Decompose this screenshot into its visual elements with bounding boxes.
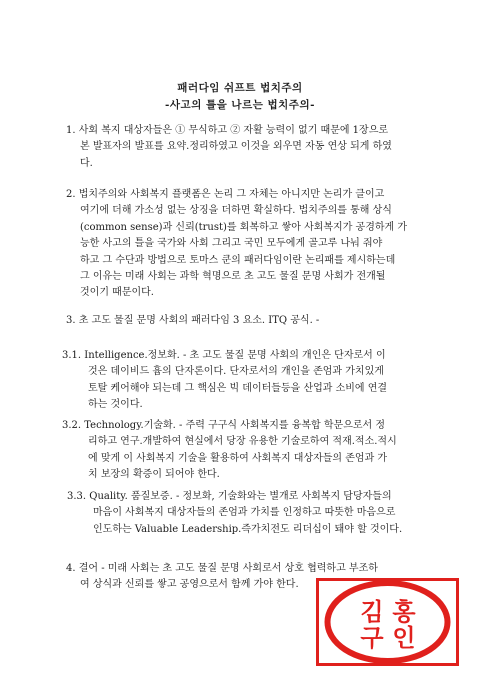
- text-line: 여 상식과 신뢰를 쌓고 공영으로서 함께 가야 한다.: [80, 579, 299, 591]
- text-line: 3.2. Technology.기술화. - 주력 구구식 사회복지를 융복합 학문으로서 정: [62, 420, 386, 431]
- text-line: 것이기 때문이다.: [80, 287, 154, 299]
- seal-char: 구: [360, 624, 384, 652]
- document-subtitle: -사고의 틀을 나르는 법치주의-: [165, 99, 315, 111]
- text-line: 4. 결어 - 미래 사회는 초 고도 물질 문명 사회로서 상호 협력하고 부조하: [66, 563, 378, 574]
- text-line: (common sense)과 신뢰(trust)를 회복하고 쌓아 사회복지가 공경하게 가: [80, 221, 408, 233]
- seal-char: 김: [360, 598, 384, 626]
- seal-char: 인: [392, 624, 416, 652]
- text-line: 여기에 더해 가소성 없는 상징을 더하면 확실하다. 법치주의를 통해 상식: [80, 205, 392, 217]
- text-line: 3.3. Quality. 품질보증. - 정보화, 기술화와는 별개로 사회복지 담당자들의: [67, 491, 392, 502]
- text-line: 그 이유는 미래 사회는 과학 혁명으로 초 고도 물질 문명 사회가 전개될: [80, 271, 386, 283]
- text-line: 치 보장의 확증이 되어야 한다.: [88, 469, 220, 481]
- paragraph-2: [66, 187, 416, 302]
- paragraph-3-2: [62, 418, 418, 484]
- text-line: 능한 사고의 틀을 국가와 사회 그리고 국민 모두에게 골고루 나눠 줘야: [80, 238, 383, 250]
- text-line: 에 맞게 이 사회복지 기술을 활용하여 사회복지 대상자들의 존엄과 가: [88, 452, 388, 464]
- seal-char: 홍: [392, 598, 416, 626]
- text-line: 하고 그 수단과 방법으로 토마스 쿤의 패러다임이란 논리패를 제시하는데: [80, 254, 396, 266]
- text-line: 다.: [80, 157, 93, 169]
- text-line: 1. 사회 복지 대상자들은 ① 무식하고 ② 자활 능력이 없기 때문에 1장으로: [66, 125, 389, 136]
- seal-frame: [318, 580, 458, 665]
- text-line: 3. 초 고도 물질 문명 사회의 패러다임 3 요소. ITQ 공식. -: [66, 315, 320, 326]
- text-line: 토탈 케어해야 되는데 그 핵심은 빅 데이터들등을 산업과 소비에 연결: [88, 382, 388, 394]
- seal-ring: [328, 583, 448, 661]
- text-line: 3.1. Intelligence.정보화. - 초 고도 물질 문명 사회의 개인은 단자로서 이: [62, 350, 386, 361]
- paragraph-1: [66, 123, 416, 172]
- seal-stamp: [316, 578, 459, 666]
- text-line: 하는 것이다.: [88, 399, 143, 411]
- text-line: 마음이 사회복지 대상자들의 존엄과 가치를 인정하고 따뜻한 마음으로: [93, 507, 396, 519]
- paragraph-3-1: [62, 348, 418, 414]
- text-line: 리하고 연구.개발하여 현실에서 당장 유용한 기술로하여 적재.적소.적시: [88, 436, 397, 448]
- document-title: 패러다임 쉬프트 법치주의: [177, 82, 303, 94]
- text-line: 것은 데이비드 흄의 단자론이다. 단자로서의 개인을 존엄과 가치있게: [88, 366, 384, 378]
- text-line: 인도하는 Valuable Leadership.즉가치전도 리더십이 돼야 할 것이다.: [93, 523, 403, 535]
- paragraph-3: [66, 313, 416, 329]
- text-line: 2. 법치주의와 사회복지 플랫폼은 논리 그 자체는 아니지만 논리가 클이고: [66, 189, 385, 200]
- text-line: 본 발표자의 발표를 요약.정리하였고 이것을 외우면 자동 연상 되게 하였: [80, 141, 392, 153]
- paragraph-3-3: [67, 489, 419, 538]
